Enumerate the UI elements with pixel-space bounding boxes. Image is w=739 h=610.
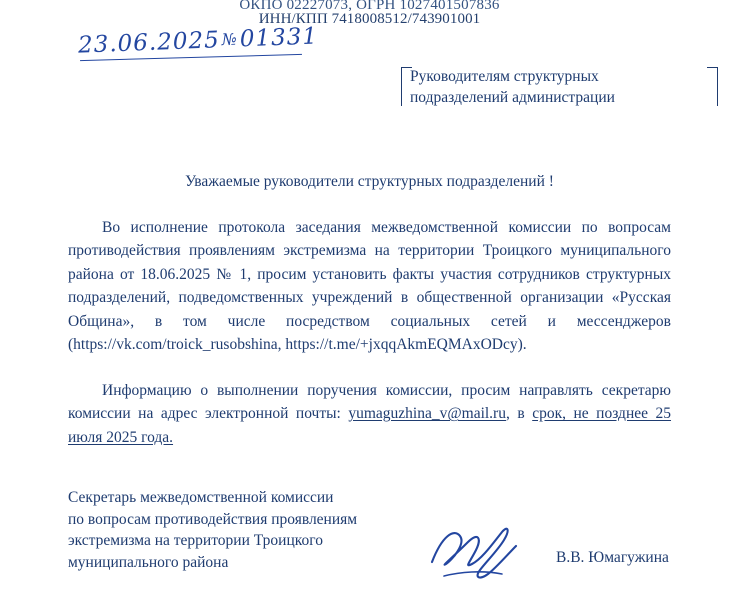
addressee-line-1: Руководителям структурных: [410, 68, 599, 85]
handwritten-number: 01331: [239, 23, 319, 53]
signatory-name: В.В. Юмагужина: [556, 549, 669, 566]
handwritten-date-number: [78, 23, 319, 58]
paragraph-2-text-tail: , в: [505, 405, 525, 422]
document-body: [68, 170, 671, 449]
signature-title-line-3: экстремизма на территории Троицкого: [68, 532, 323, 549]
number-sign: №: [221, 29, 239, 50]
paragraph-2-text: Информацию о выполнении поручения комиссии, просим направлять секретарю комиссии на адрес электронной почты:: [68, 381, 671, 422]
deadline-text: срок, не позднее 25 июля 2025 года.: [68, 405, 672, 446]
signature-title-line-1: Секретарь межведомственной комиссии: [68, 489, 334, 506]
paragraph-2: [68, 379, 671, 450]
paragraph-1: Во исполнение протокола заседания межведомственной комиссии по вопросам противодействия проявлениям экстремизма на территории Троицкого муниципального района от 18.06.2025 № 1, просим установить факты участия сотрудников структурных подразделений, подведомственных учреждений в общественной организации «Русская Община», в том числе посредством социальных сетей и мессенджеров (https://vk.com/troick_rusobshina, https://t.me/+jxqqAkmEQMAxODcy).: [68, 218, 671, 353]
letterhead-registration-line: ОКПО 02227073, ОГРН 1027401507836: [239, 0, 500, 11]
salutation: Уважаемые руководители структурных подразделений !: [185, 173, 554, 190]
handwritten-date: 23.06.2025: [77, 27, 221, 59]
handwritten-signature-icon: [424, 516, 544, 591]
letterhead-header: [0, 0, 739, 27]
letterhead-inn-kpp-line: ИНН/КПП 7418008512/743901001: [258, 11, 481, 27]
addressee-bracket-right-icon: [707, 67, 718, 106]
signature-title-block: [68, 487, 357, 573]
signature-title-line-4: муниципального района: [68, 553, 229, 571]
addressee-bracket-left-icon: [401, 67, 412, 106]
addressee-block: [410, 66, 710, 108]
signature-title-line-2: по вопросам противодействия проявлениям: [68, 510, 358, 528]
addressee-line-2: подразделений администрации: [410, 89, 615, 106]
email-link[interactable]: yumaguzhina_v@mail.ru: [348, 405, 506, 422]
